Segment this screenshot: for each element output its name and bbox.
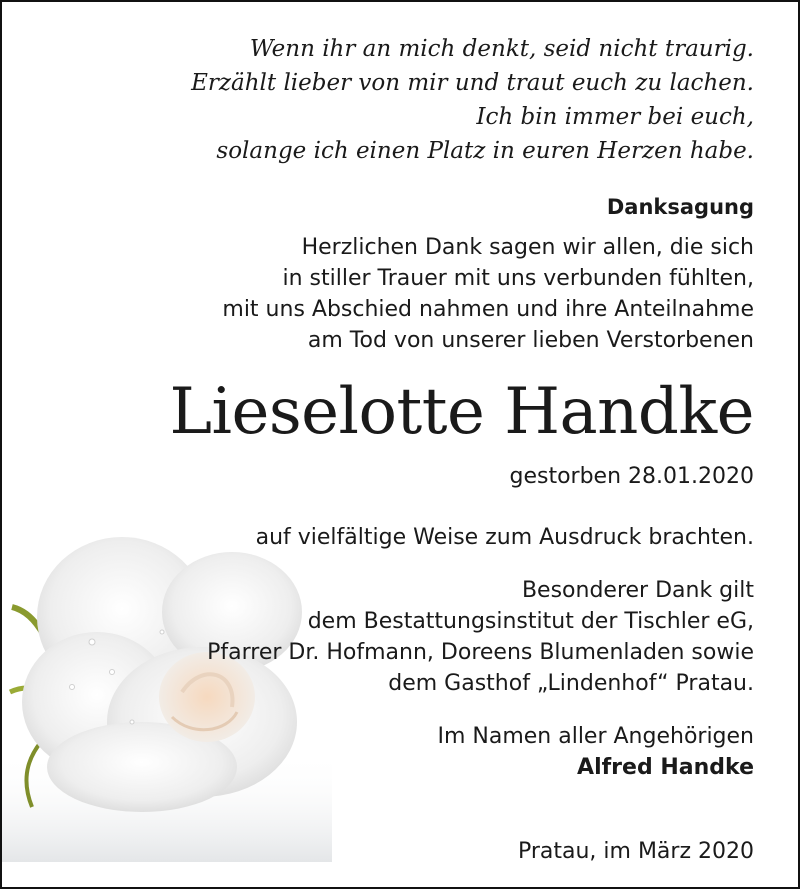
- signer-name: Alfred Handke: [577, 755, 754, 780]
- thanks-line: Herzlichen Dank sagen wir allen, die sich: [301, 235, 754, 260]
- poem-line: Ich bin immer bei euch,: [476, 104, 754, 130]
- poem-line: Erzählt lieber von mir und traut euch zu lachen.: [191, 70, 754, 96]
- poem-line: solange ich einen Platz in euren Herzen habe.: [216, 138, 754, 164]
- poem: [54, 32, 754, 168]
- thanks-text: [54, 232, 754, 356]
- special-thanks-line: dem Gasthof „Lindenhof“ Pratau.: [388, 671, 754, 696]
- thanks-line: in stiller Trauer mit uns verbunden fühlten,: [282, 266, 754, 291]
- on-behalf-text: Im Namen aller Angehörigen: [437, 724, 754, 749]
- special-thanks: [54, 575, 754, 699]
- signature-block: [54, 721, 754, 783]
- death-date: gestorben 28.01.2020: [509, 464, 754, 489]
- expression-line: auf vielfältige Weise zum Ausdruck brachten.: [255, 525, 754, 550]
- thanks-line: mit uns Abschied nahmen und ihre Anteilnahme: [222, 297, 754, 322]
- place-date: Pratau, im März 2020: [517, 839, 754, 864]
- special-thanks-line: Pfarrer Dr. Hofmann, Doreens Blumenladen sowie: [207, 640, 754, 665]
- thanks-line: am Tod von unserer lieben Verstorbenen: [307, 328, 754, 353]
- deceased-name: Lieselotte Handke: [169, 375, 754, 449]
- special-thanks-line: Besonderer Dank gilt: [521, 578, 754, 603]
- poem-line: Wenn ihr an mich denkt, seid nicht traurig.: [249, 36, 754, 62]
- danksagung-heading: Danksagung: [606, 195, 754, 219]
- special-thanks-line: dem Bestattungsinstitut der Tischler eG,: [307, 609, 754, 634]
- obituary-content: [54, 32, 754, 783]
